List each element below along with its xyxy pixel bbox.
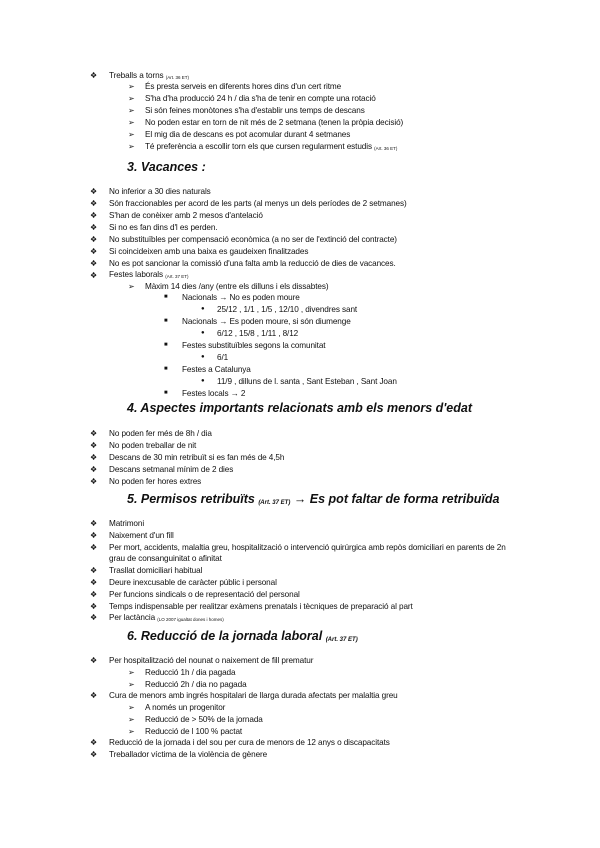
permisos-item: Naixement d'un fill	[109, 531, 174, 540]
square-bullet-icon: ■	[164, 366, 168, 372]
arrow-bullet-icon: ➢	[128, 703, 135, 712]
diamond-bullet-icon: ❖	[90, 602, 98, 611]
reduccio-sub-item: Reducció 2h / dia no pagada	[145, 680, 247, 689]
permisos-title-ref: (Art. 37 ET)	[258, 500, 291, 506]
reduccio-sub-item: Reducció de > 50% de la jornada	[145, 715, 263, 724]
menors-item: Descans de 30 min retribuït si es fan més de 4,5h	[109, 453, 285, 462]
diamond-bullet-icon: ❖	[90, 578, 98, 587]
reduccio-item: Cura de menors amb ingrés hospitalari de llarga durada afectats per malaltia greu	[109, 691, 398, 700]
permisos-item: Deure inexcusable de caràcter públic i personal	[109, 578, 277, 587]
festes-detail: 25/12 , 1/1 , 1/5 , 12/10 , divendres sant	[217, 305, 358, 314]
vacances-item: Són fraccionables per acord de les parts (al menys un dels períodes de 2 setmanes)	[109, 199, 407, 208]
arrow-bullet-icon: ➢	[128, 668, 135, 677]
menors-item: No poden fer més de 8h / dia	[109, 429, 212, 438]
shift-sub-item: És presta serveis en diferents hores dins d'un cert ritme	[145, 82, 342, 91]
permisos-item: Temps indispensable per realitzar exàmens prenatals i tècniques de preparació al part	[109, 602, 413, 611]
dot-bullet-icon: ●	[201, 378, 205, 384]
festes-detail: 11/9 , dilluns de l. santa , Sant Esteban , Sant Joan	[217, 377, 397, 386]
festes-group: Nacionals → No es poden moure	[182, 293, 300, 302]
lactancia-ref: (LO 2007 igualtat dones i homes)	[157, 617, 224, 622]
permisos-item-continuation: grau de consanguinitat o afinitat	[109, 554, 222, 563]
diamond-bullet-icon: ❖	[90, 223, 98, 232]
shift-sub-item: S'ha d'ha producció 24 h / dia s'ha de tenir en compte una rotació	[145, 94, 376, 103]
arrow-bullet-icon: ➢	[128, 130, 135, 139]
section-title-permisos	[127, 492, 499, 510]
diamond-bullet-icon: ❖	[90, 187, 98, 196]
reduccio-sub-item: A només un progenitor	[145, 703, 226, 712]
diamond-bullet-icon: ❖	[90, 453, 98, 462]
arrow-bullet-icon: ➢	[128, 94, 135, 103]
dot-bullet-icon: ●	[201, 306, 205, 312]
vacances-item: No es pot sancionar la comissió d'una falta amb la reducció de dies de vacances.	[109, 259, 396, 268]
diamond-bullet-icon: ❖	[90, 71, 98, 80]
festes-group: Festes a Catalunya	[182, 365, 251, 374]
arrow-bullet-icon: ➢	[128, 118, 135, 127]
diamond-bullet-icon: ❖	[90, 691, 98, 700]
arrow-bullet-icon: ➢	[128, 106, 135, 115]
square-bullet-icon: ■	[164, 318, 168, 324]
festes-max: Màxim 14 dies /any (entre els dilluns i els dissabtes)	[145, 282, 329, 291]
shift-sub-item: Si són feines monòtones s'ha d'establir uns temps de descans	[145, 106, 365, 115]
festes-group: Festes locals → 2	[182, 389, 246, 398]
square-bullet-icon: ■	[164, 294, 168, 300]
diamond-bullet-icon: ❖	[90, 477, 98, 486]
vacances-item: No inferior a 30 dies naturals	[109, 187, 211, 196]
section-title-menors: 4. Aspectes importants relacionats amb els menors d'edat	[127, 401, 472, 415]
diamond-bullet-icon: ❖	[90, 199, 98, 208]
reduccio-title-ref: (Art. 37 ET)	[325, 637, 358, 643]
festes-detail: 6/1	[217, 353, 229, 362]
arrow-bullet-icon: ➢	[128, 715, 135, 724]
diamond-bullet-icon: ❖	[90, 259, 98, 268]
diamond-bullet-icon: ❖	[90, 519, 98, 528]
festes-label: Festes laborals	[109, 270, 164, 279]
vacances-item: S'han de conèixer amb 2 mesos d'antelació	[109, 211, 263, 220]
reduccio-sub-item: Reducció de l 100 % pactat	[145, 727, 243, 736]
diamond-bullet-icon: ❖	[90, 531, 98, 540]
shift-sub-text: Té preferència a escollir torn els que cursen regularment estudis	[145, 142, 372, 151]
permisos-title-tail: → Es pot faltar de forma retribuïda	[293, 492, 500, 506]
diamond-bullet-icon: ❖	[90, 271, 98, 280]
permisos-item: Trasllat domiciliari habitual	[109, 566, 203, 575]
permisos-title-text: 5. Permisos retribuïts	[127, 492, 255, 506]
reduccio-item: Per hospitalització del nounat o naixement de fill prematur	[109, 656, 314, 665]
shift-sub-item: El mig dia de descans es pot acomular durant 4 setmanes	[145, 130, 351, 139]
festes-ref: (Art. 37 ET)	[165, 274, 189, 279]
permisos-item: Matrimoni	[109, 519, 145, 528]
section-title-vacances: 3. Vacances :	[127, 160, 206, 174]
permisos-item: Per funcions sindicals o de representació del personal	[109, 590, 300, 599]
menors-item: No poden treballar de nit	[109, 441, 197, 450]
diamond-bullet-icon: ❖	[90, 465, 98, 474]
festes-detail: 6/12 , 15/8 , 1/11 , 8/12	[217, 329, 299, 338]
arrow-bullet-icon: ➢	[128, 680, 135, 689]
diamond-bullet-icon: ❖	[90, 750, 98, 759]
arrow-bullet-icon: ➢	[128, 82, 135, 91]
square-bullet-icon: ■	[164, 342, 168, 348]
diamond-bullet-icon: ❖	[90, 441, 98, 450]
diamond-bullet-icon: ❖	[90, 235, 98, 244]
reduccio-item: Reducció de la jornada i del sou per cura de menors de 12 anys o discapacitats	[109, 738, 390, 747]
diamond-bullet-icon: ❖	[90, 613, 98, 622]
vacances-item: Si no es fan dins d'l es perden.	[109, 223, 218, 232]
festes-group: Nacionals → Es poden moure, si són diumenge	[182, 317, 351, 326]
diamond-bullet-icon: ❖	[90, 656, 98, 665]
diamond-bullet-icon: ❖	[90, 566, 98, 575]
lactancia-item	[109, 612, 224, 625]
vacances-item: No substituïbles per compensació econòmica (a no ser de l'extinció del contracte)	[109, 235, 397, 244]
festes-group: Festes substituïbles segons la comunitat	[182, 341, 326, 350]
diamond-bullet-icon: ❖	[90, 247, 98, 256]
diamond-bullet-icon: ❖	[90, 738, 98, 747]
dot-bullet-icon: ●	[201, 354, 205, 360]
shift-sub-ref: (Art. 36 ET)	[374, 146, 398, 151]
shift-work-label: Treballs a torns	[109, 71, 164, 80]
diamond-bullet-icon: ❖	[90, 543, 98, 552]
diamond-bullet-icon: ❖	[90, 429, 98, 438]
menors-item: No poden fer hores extres	[109, 477, 202, 486]
vacances-item: Si coincideixen amb una baixa es gaudeixen finalitzades	[109, 247, 309, 256]
menors-item: Descans setmanal mínim de 2 dies	[109, 465, 234, 474]
reduccio-title-text: 6. Reducció de la jornada laboral	[127, 629, 323, 643]
lactancia-label: Per lactància	[109, 613, 156, 622]
arrow-bullet-icon: ➢	[128, 727, 135, 736]
arrow-bullet-icon: ➢	[128, 142, 135, 151]
shift-sub-item: No poden estar en torn de nit més de 2 setmana (tenen la pròpia decisió)	[145, 118, 404, 127]
square-bullet-icon: ■	[164, 390, 168, 396]
shift-sub-item	[145, 141, 397, 154]
diamond-bullet-icon: ❖	[90, 590, 98, 599]
reduccio-sub-item: Reducció 1h / dia pagada	[145, 668, 236, 677]
dot-bullet-icon: ●	[201, 330, 205, 336]
reduccio-item: Treballador víctima de la violència de gènere	[109, 750, 268, 759]
shift-work-ref: (Art. 36 ET)	[165, 75, 189, 80]
section-title-reduccio	[127, 629, 358, 647]
diamond-bullet-icon: ❖	[90, 211, 98, 220]
arrow-bullet-icon: ➢	[128, 282, 135, 291]
permisos-item: Per mort, accidents, malaltia greu, hospitalització o intervenció quirúrgica amb repòs domiciliari en parents de 2n	[109, 543, 506, 552]
